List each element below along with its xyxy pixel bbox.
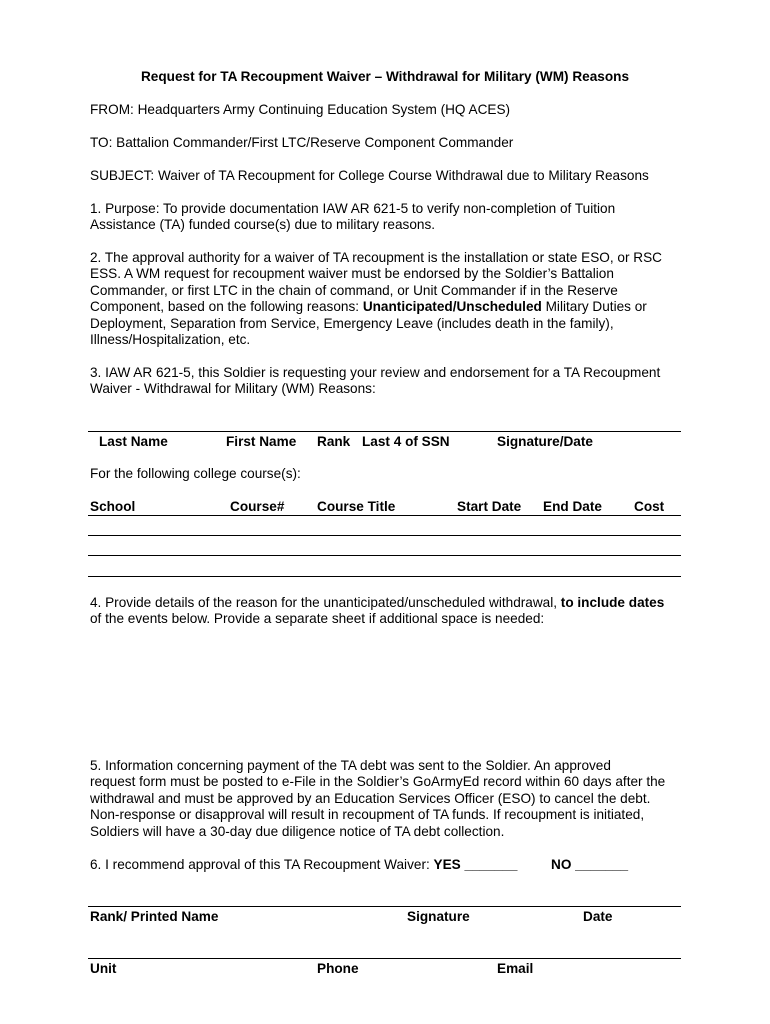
purpose-paragraph	[90, 201, 690, 234]
purpose-line-2: Assistance (TA) funded course(s) due to military reasons.	[90, 217, 436, 233]
from-line: FROM: Headquarters Army Continuing Education System (HQ ACES)	[90, 102, 511, 117]
start-date-header: Start Date	[457, 499, 522, 514]
first-name-header: First Name	[226, 434, 297, 449]
approval-line-6: Illness/Hospitalization, etc.	[90, 332, 251, 348]
recommendation-text: 6. I recommend approval of this TA Recoupment Waiver:	[90, 857, 434, 872]
details-line-2: of the events below. Provide a separate sheet if additional space is needed:	[90, 611, 545, 627]
school-header: School	[90, 499, 136, 514]
course-row-line-3[interactable]	[88, 576, 681, 577]
yes-label[interactable]: YES _______	[433, 857, 518, 872]
no-label[interactable]: NO _______	[551, 857, 629, 872]
approval-line-3: Commander, or first LTC in the chain of command, or Unit Commander if in the Reserve	[90, 282, 618, 298]
date-label: Date	[583, 909, 613, 924]
signature-rule[interactable]	[88, 906, 681, 907]
approval-line-4-start: Component, based on the following reasons:	[90, 299, 363, 315]
request-paragraph	[90, 365, 690, 398]
courses-intro: For the following college course(s):	[90, 466, 301, 481]
course-number-header: Course#	[230, 499, 285, 514]
debt-line-1: 5. Information concerning payment of the TA debt was sent to the Soldier. An approved	[90, 758, 611, 773]
to-line: TO: Battalion Commander/First LTC/Reserve Component Commander	[90, 135, 514, 150]
unit-label: Unit	[90, 961, 117, 976]
details-paragraph	[90, 595, 690, 628]
approval-authority-paragraph	[90, 250, 690, 348]
details-line-1	[90, 595, 690, 611]
debt-line-2: request form must be posted to e-File in the Soldier’s GoArmyEd record within 60 days after the	[90, 774, 666, 790]
approval-line-5: Deployment, Separation from Service, Emergency Leave (includes death in the family),	[90, 315, 614, 331]
debt-line-3: withdrawal and must be approved by an Education Services Officer (ESO) to cancel the debt.	[90, 790, 651, 806]
course-title-header: Course Title	[317, 499, 396, 514]
email-label: Email	[497, 961, 534, 976]
recommendation-line	[90, 857, 517, 872]
request-line-2: Waiver - Withdrawal for Military (WM) Reasons:	[90, 381, 376, 397]
course-row-line-1[interactable]	[88, 535, 681, 536]
debt-info-paragraph	[90, 758, 690, 840]
rank-header: Rank	[317, 434, 351, 449]
rank-printed-name-label: Rank/ Printed Name	[90, 909, 219, 924]
page-title: Request for TA Recoupment Waiver – Withdrawal for Military (WM) Reasons	[140, 69, 630, 84]
subject-line: SUBJECT: Waiver of TA Recoupment for College Course Withdrawal due to Military Reasons	[90, 168, 649, 183]
purpose-line-1: 1. Purpose: To provide documentation IAW AR 621-5 to verify non-completion of Tuition	[90, 201, 616, 216]
details-line-1-text: 4. Provide details of the reason for the unanticipated/unscheduled withdrawal,	[90, 595, 561, 610]
debt-line-5: Soldiers will have a 30-day due diligence notice of TA debt collection.	[90, 823, 505, 839]
approval-line-2: ESS. A WM request for recoupment waiver must be endorsed by the Soldier’s Battalion	[90, 266, 614, 282]
request-line-1: 3. IAW AR 621-5, this Soldier is requesting your review and endorsement for a TA Recoupment	[90, 365, 661, 380]
contact-rule[interactable]	[88, 958, 681, 959]
end-date-header: End Date	[543, 499, 602, 514]
approval-line-1: 2. The approval authority for a waiver of TA recoupment is the installation or state ESO, or RSC	[90, 250, 662, 265]
course-header-rule	[88, 515, 681, 516]
cost-header: Cost	[634, 499, 665, 514]
signature-date-header: Signature/Date	[497, 434, 593, 449]
course-row-line-2[interactable]	[88, 555, 681, 556]
signature-label: Signature	[407, 909, 470, 924]
last4-ssn-header: Last 4 of SSN	[362, 434, 450, 449]
phone-label: Phone	[317, 961, 359, 976]
last-name-header: Last Name	[99, 434, 168, 449]
include-dates-emphasis: to include dates	[560, 595, 665, 610]
soldier-table-top-rule	[88, 431, 681, 432]
unanticipated-emphasis: Unanticipated/Unscheduled	[362, 299, 542, 315]
approval-line-4-end: Military Duties or	[541, 299, 647, 315]
approval-line-4	[90, 299, 690, 315]
debt-line-4: Non-response or disapproval will result in recoupment of TA funds. If recoupment is initiated,	[90, 807, 645, 823]
